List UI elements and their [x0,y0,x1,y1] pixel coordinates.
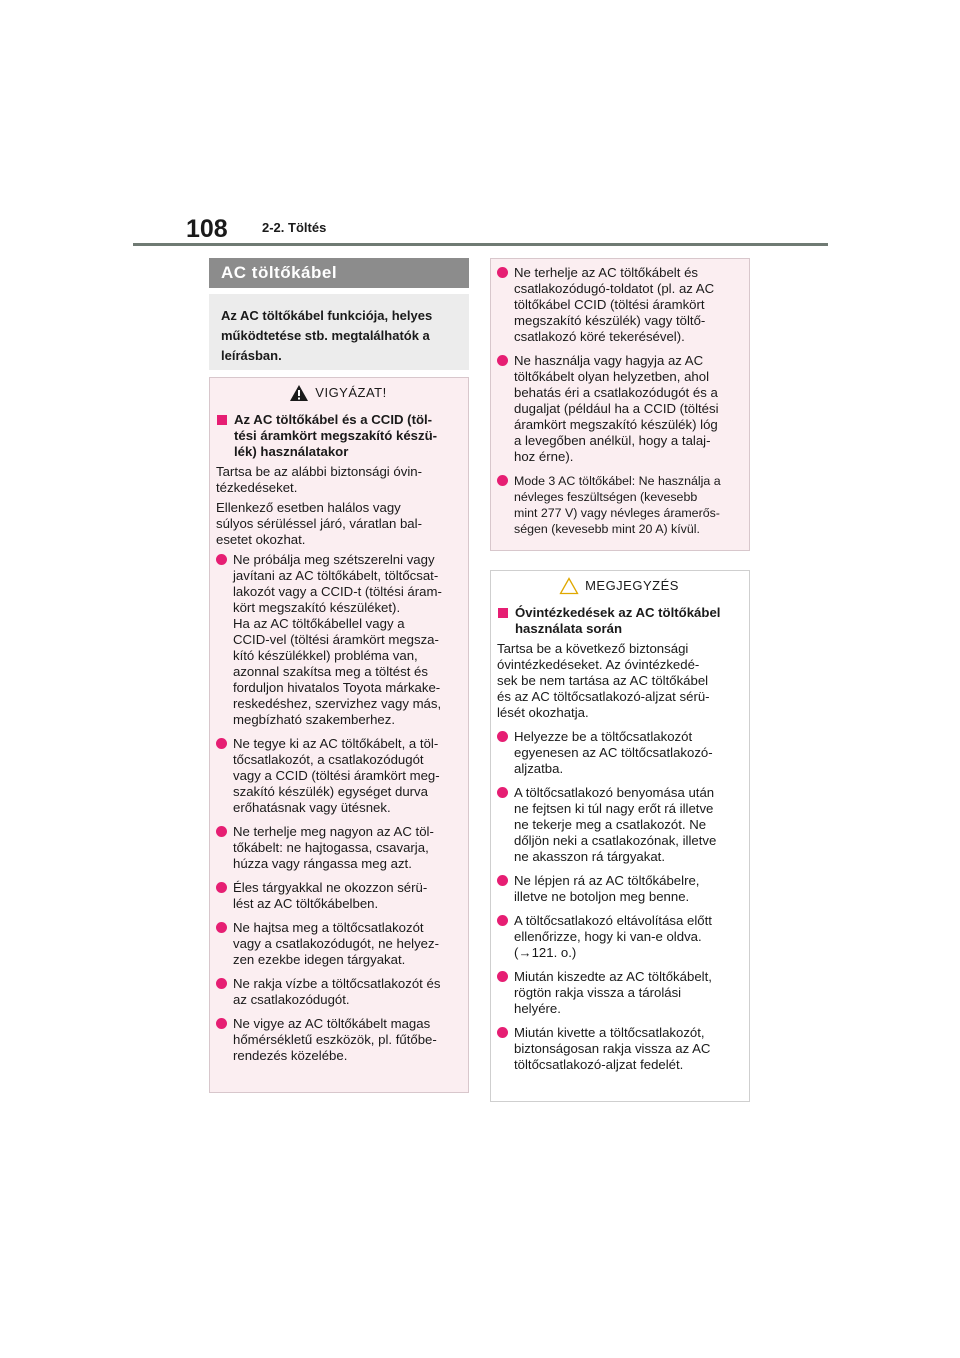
section-summary: Az AC töltőkábel funkciója, helyes működtetése stb. megtalálhatók a leírásban. [209,294,469,370]
bullet-dot-icon [216,1018,227,1029]
warning-continued-box [490,258,750,551]
warning-subhead-text: Az AC töltőkábel és a CCID (töl- tési áramkört megszakító készü- lék) használatakor [234,412,438,459]
note-subhead [497,605,741,637]
bullet-dot-icon [497,267,508,278]
bullet-dot-icon [497,475,508,486]
bullet-dot-icon [216,554,227,565]
bullet-dot-icon [497,875,508,886]
bullet-dot-icon [497,1027,508,1038]
chapter-title: 2-2. Töltés [262,220,327,235]
warning-subhead [216,412,460,460]
bullet-dot-icon [216,882,227,893]
list-item: Éles tárgyakkal ne okozzon sérü- lést az AC töltőkábelben. [216,880,460,912]
bullet-dot-icon [216,826,227,837]
note-intro: Tartsa be a következő biztonsági óvintézkedéseket. Az óvintézkedé- sek be nem tartása az AC töltőkábel és az AC töltőcsatlakozó-aljzat sérü- lését okozhatja. [497,641,710,720]
warning-heading [216,378,460,408]
list-item: Ne lépjen rá az AC töltőkábelre, illetve ne botoljon meg benne. [497,873,741,905]
list-item: Ne vigye az AC töltőkábelt magas hőmérsékletű eszközök, pl. fűtőbe- rendezés közelébe. [216,1016,460,1064]
caution-triangle-outline-icon [559,577,579,595]
bullet-dot-icon [216,922,227,933]
warning-heading-label: VIGYÁZAT! [315,385,387,400]
note-heading [497,571,741,601]
list-item: Ne terhelje meg nagyon az AC töl- tőkábelt: ne hajtogassa, csavarja, húzza vagy rángassa meg azt. [216,824,460,872]
bullet-dot-icon [497,731,508,742]
bullet-dot-icon [216,978,227,989]
list-item: Miután kiszedte az AC töltőkábelt, rögtön rakja vissza a tárolási helyére. [497,969,741,1017]
note-box [490,570,750,1102]
list-item: Ne terhelje az AC töltőkábelt és csatlakozódugó-toldatot (pl. az AC töltőkábel CCID (töltési áramkört megszakító készülék) vagy töltő- csatlakozó köré tekerésével). [497,265,741,345]
warning-intro-2: Ellenkező esetben halálos vagy súlyos sérüléssel járó, váratlan bal- esetet okozhat. [216,500,422,547]
list-item: Helyezze be a töltőcsatlakozót egyenesen az AC töltőcsatlakozó- aljzatba. [497,729,741,777]
list-item: Mode 3 AC töltőkábel: Ne használja a névleges feszültségen (kevesebb mint 277 V) vagy névleges áramerős- ségen (kevesebb mint 20 A) kívül. [497,473,741,537]
square-bullet-icon [217,415,227,425]
list-item: Ne használja vagy hagyja az AC töltőkábelt olyan helyzetben, ahol behatás éri a csatlakozódugót és a dugaljat (például ha a CCID (töltési áramkört megszakító készülék) lóg a levegőben anélkül, hogy a talaj- hoz érne). [497,353,741,465]
list-item: Ne hajtsa meg a töltőcsatlakozót vagy a csatlakozódugót, ne helyez- zen ezekbe idegen tárgyakat. [216,920,460,968]
warning-intro-1: Tartsa be az alábbi biztonsági óvin- tézkedéseket. [216,464,422,495]
header-divider [133,243,828,246]
list-item: A töltőcsatlakozó eltávolítása előtt ellenőrizze, hogy ki van-e oldva. (→121. o.) [497,913,741,961]
bullet-dot-icon [216,738,227,749]
list-item: Miután kivette a töltőcsatlakozót, biztonságosan rakja vissza az AC töltőcsatlakozó-aljzat fedelét. [497,1025,741,1073]
note-heading-label: MEGJEGYZÉS [585,578,679,593]
bullet-dot-icon [497,915,508,926]
list-item: Ne tegye ki az AC töltőkábelt, a töl- tőcsatlakozót, a csatlakozódugót vagy a CCID (töltési áramkört meg- szakító készülék) egységet durva erőhatásnak vagy ütésnek. [216,736,460,816]
list-item: A töltőcsatlakozó benyomása után ne fejtsen ki túl nagy erőt rá illetve ne tekerje meg a csatlakozót. Ne dőljön neki a csatlakozónak, illetve ne akasszon rá tárgyakat. [497,785,741,865]
page-number: 108 [186,215,228,243]
list-item: Ne próbálja meg szétszerelni vagy javítani az AC töltőkábelt, töltőcsat- lakozót vagy a CCID-t (töltési áram- kört megszakító készüléket). Ha az AC töltőkábellel vagy a CCID-vel (töltési áramkört megsza- kító készülékkel) probléma van, azonnal szakítsa meg a töltést és forduljon hivatalos Toyota márkake- reskedéshez, szervizhez vagy más, megbízható szakemberhez. [216,552,460,728]
bullet-dot-icon [497,971,508,982]
list-item: Ne rakja vízbe a töltőcsatlakozót és az csatlakozódugót. [216,976,460,1008]
square-bullet-icon [498,608,508,618]
warning-box [209,377,469,1093]
bullet-dot-icon [497,787,508,798]
warning-triangle-icon [289,384,309,402]
section-title: AC töltőkábel [209,258,469,288]
note-subhead-text: Óvintézkedések az AC töltőkábel használata során [515,605,721,636]
bullet-dot-icon [497,355,508,366]
